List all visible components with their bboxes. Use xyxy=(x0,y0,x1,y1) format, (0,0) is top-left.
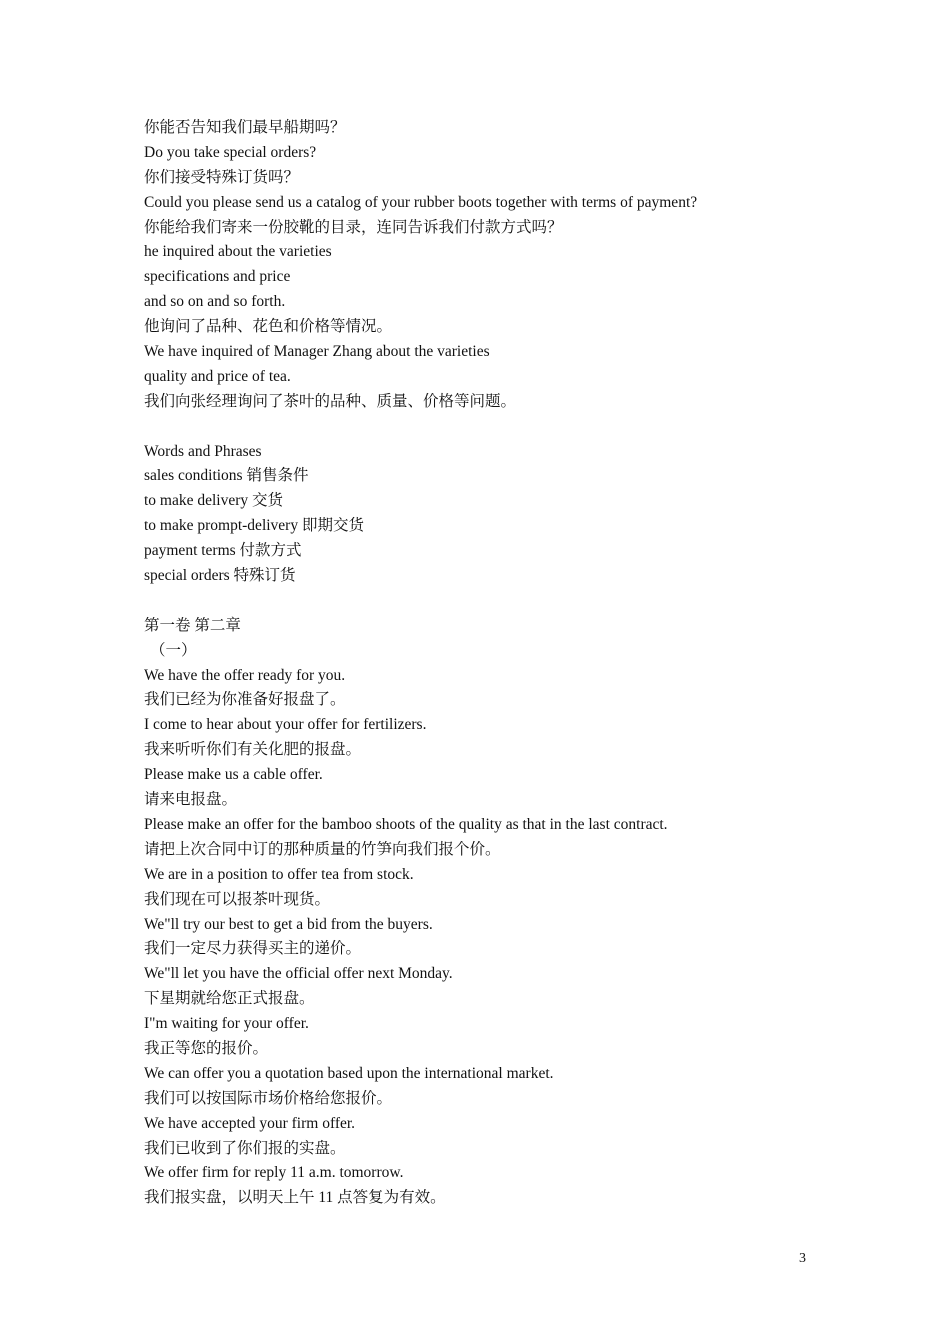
glossary-item: sales conditions 销售条件 xyxy=(144,467,309,485)
text-line: We have inquired of Manager Zhang about the varieties xyxy=(144,343,490,361)
text-line: We are in a position to offer tea from stock. xyxy=(144,865,414,883)
text-line: 你能给我们寄来一份胶靴的目录，连同告诉我们付款方式吗？ xyxy=(144,218,563,236)
sentence-block-1 xyxy=(144,116,844,415)
text-line: Could you please send us a catalog of your rubber boots together with terms of payment? xyxy=(144,193,698,211)
text-line: Please make an offer for the bamboo shoots of the quality as that in the last contract. xyxy=(144,815,668,833)
text-line: 他询问了品种、花色和价格等情况。 xyxy=(144,318,393,336)
section-heading: Words and Phrases xyxy=(144,442,262,460)
document-body xyxy=(144,116,844,1211)
text-line: 你能否告知我们最早船期吗？ xyxy=(144,119,346,136)
text-line: 我们已经为你准备好报盘了。 xyxy=(144,691,346,709)
blank-line xyxy=(144,589,844,614)
text-line: 你们接受特殊订货吗？ xyxy=(144,168,300,186)
text-line: 下星期就给您正式报盘。 xyxy=(144,990,315,1008)
text-line: I come to hear about your offer for fertilizers. xyxy=(144,716,427,734)
text-line: We"ll let you have the official offer next Monday. xyxy=(144,965,453,983)
text-line: We"ll try our best to get a bid from the buyers. xyxy=(144,915,433,933)
glossary-item: to make delivery 交货 xyxy=(144,492,284,510)
text-line: We offer firm for reply 11 a.m. tomorrow. xyxy=(144,1164,404,1182)
text-line: 我们报实盘，以明天上午 11 点答复为有效。 xyxy=(144,1189,446,1207)
text-line: specifications and price xyxy=(144,268,291,286)
text-line: We can offer you a quotation based upon the international market. xyxy=(144,1064,554,1082)
glossary-item: to make prompt-delivery 即期交货 xyxy=(144,517,364,535)
subsection-heading: （一） xyxy=(150,641,197,659)
text-line: I"m waiting for your offer. xyxy=(144,1015,309,1033)
text-line: he inquired about the varieties xyxy=(144,243,332,261)
text-line: Please make us a cable offer. xyxy=(144,766,323,784)
words-and-phrases-section xyxy=(144,440,844,589)
text-line: Do you take special orders? xyxy=(144,143,317,161)
page-number: 3 xyxy=(799,1251,806,1266)
chapter-heading: 第一卷 第二章 xyxy=(144,616,241,634)
text-line: and so on and so forth. xyxy=(144,293,286,311)
text-line: 请把上次合同中订的那种质量的竹笋向我们报个价。 xyxy=(144,840,501,858)
text-line: 我正等您的报价。 xyxy=(144,1039,269,1057)
blank-line xyxy=(144,415,844,440)
text-line: 我们现在可以报茶叶现货。 xyxy=(144,890,331,908)
text-line: We have accepted your firm offer. xyxy=(144,1114,356,1132)
text-line: 我们可以按国际市场价格给您报价。 xyxy=(144,1089,393,1107)
text-line: 我们向张经理询问了茶叶的品种、质量、价格等问题。 xyxy=(144,392,517,410)
text-line: 我们已收到了你们报的实盘。 xyxy=(144,1139,346,1157)
glossary-item: payment terms 付款方式 xyxy=(144,542,302,560)
text-line: 我们一定尽力获得买主的递价。 xyxy=(144,940,362,958)
chapter-section xyxy=(144,614,844,1211)
glossary-item: special orders 特殊订货 xyxy=(144,567,296,585)
text-line: We have the offer ready for you. xyxy=(144,666,346,684)
text-line: quality and price of tea. xyxy=(144,367,291,385)
text-line: 我来听听你们有关化肥的报盘。 xyxy=(144,741,362,759)
text-line: 请来电报盘。 xyxy=(144,791,238,809)
